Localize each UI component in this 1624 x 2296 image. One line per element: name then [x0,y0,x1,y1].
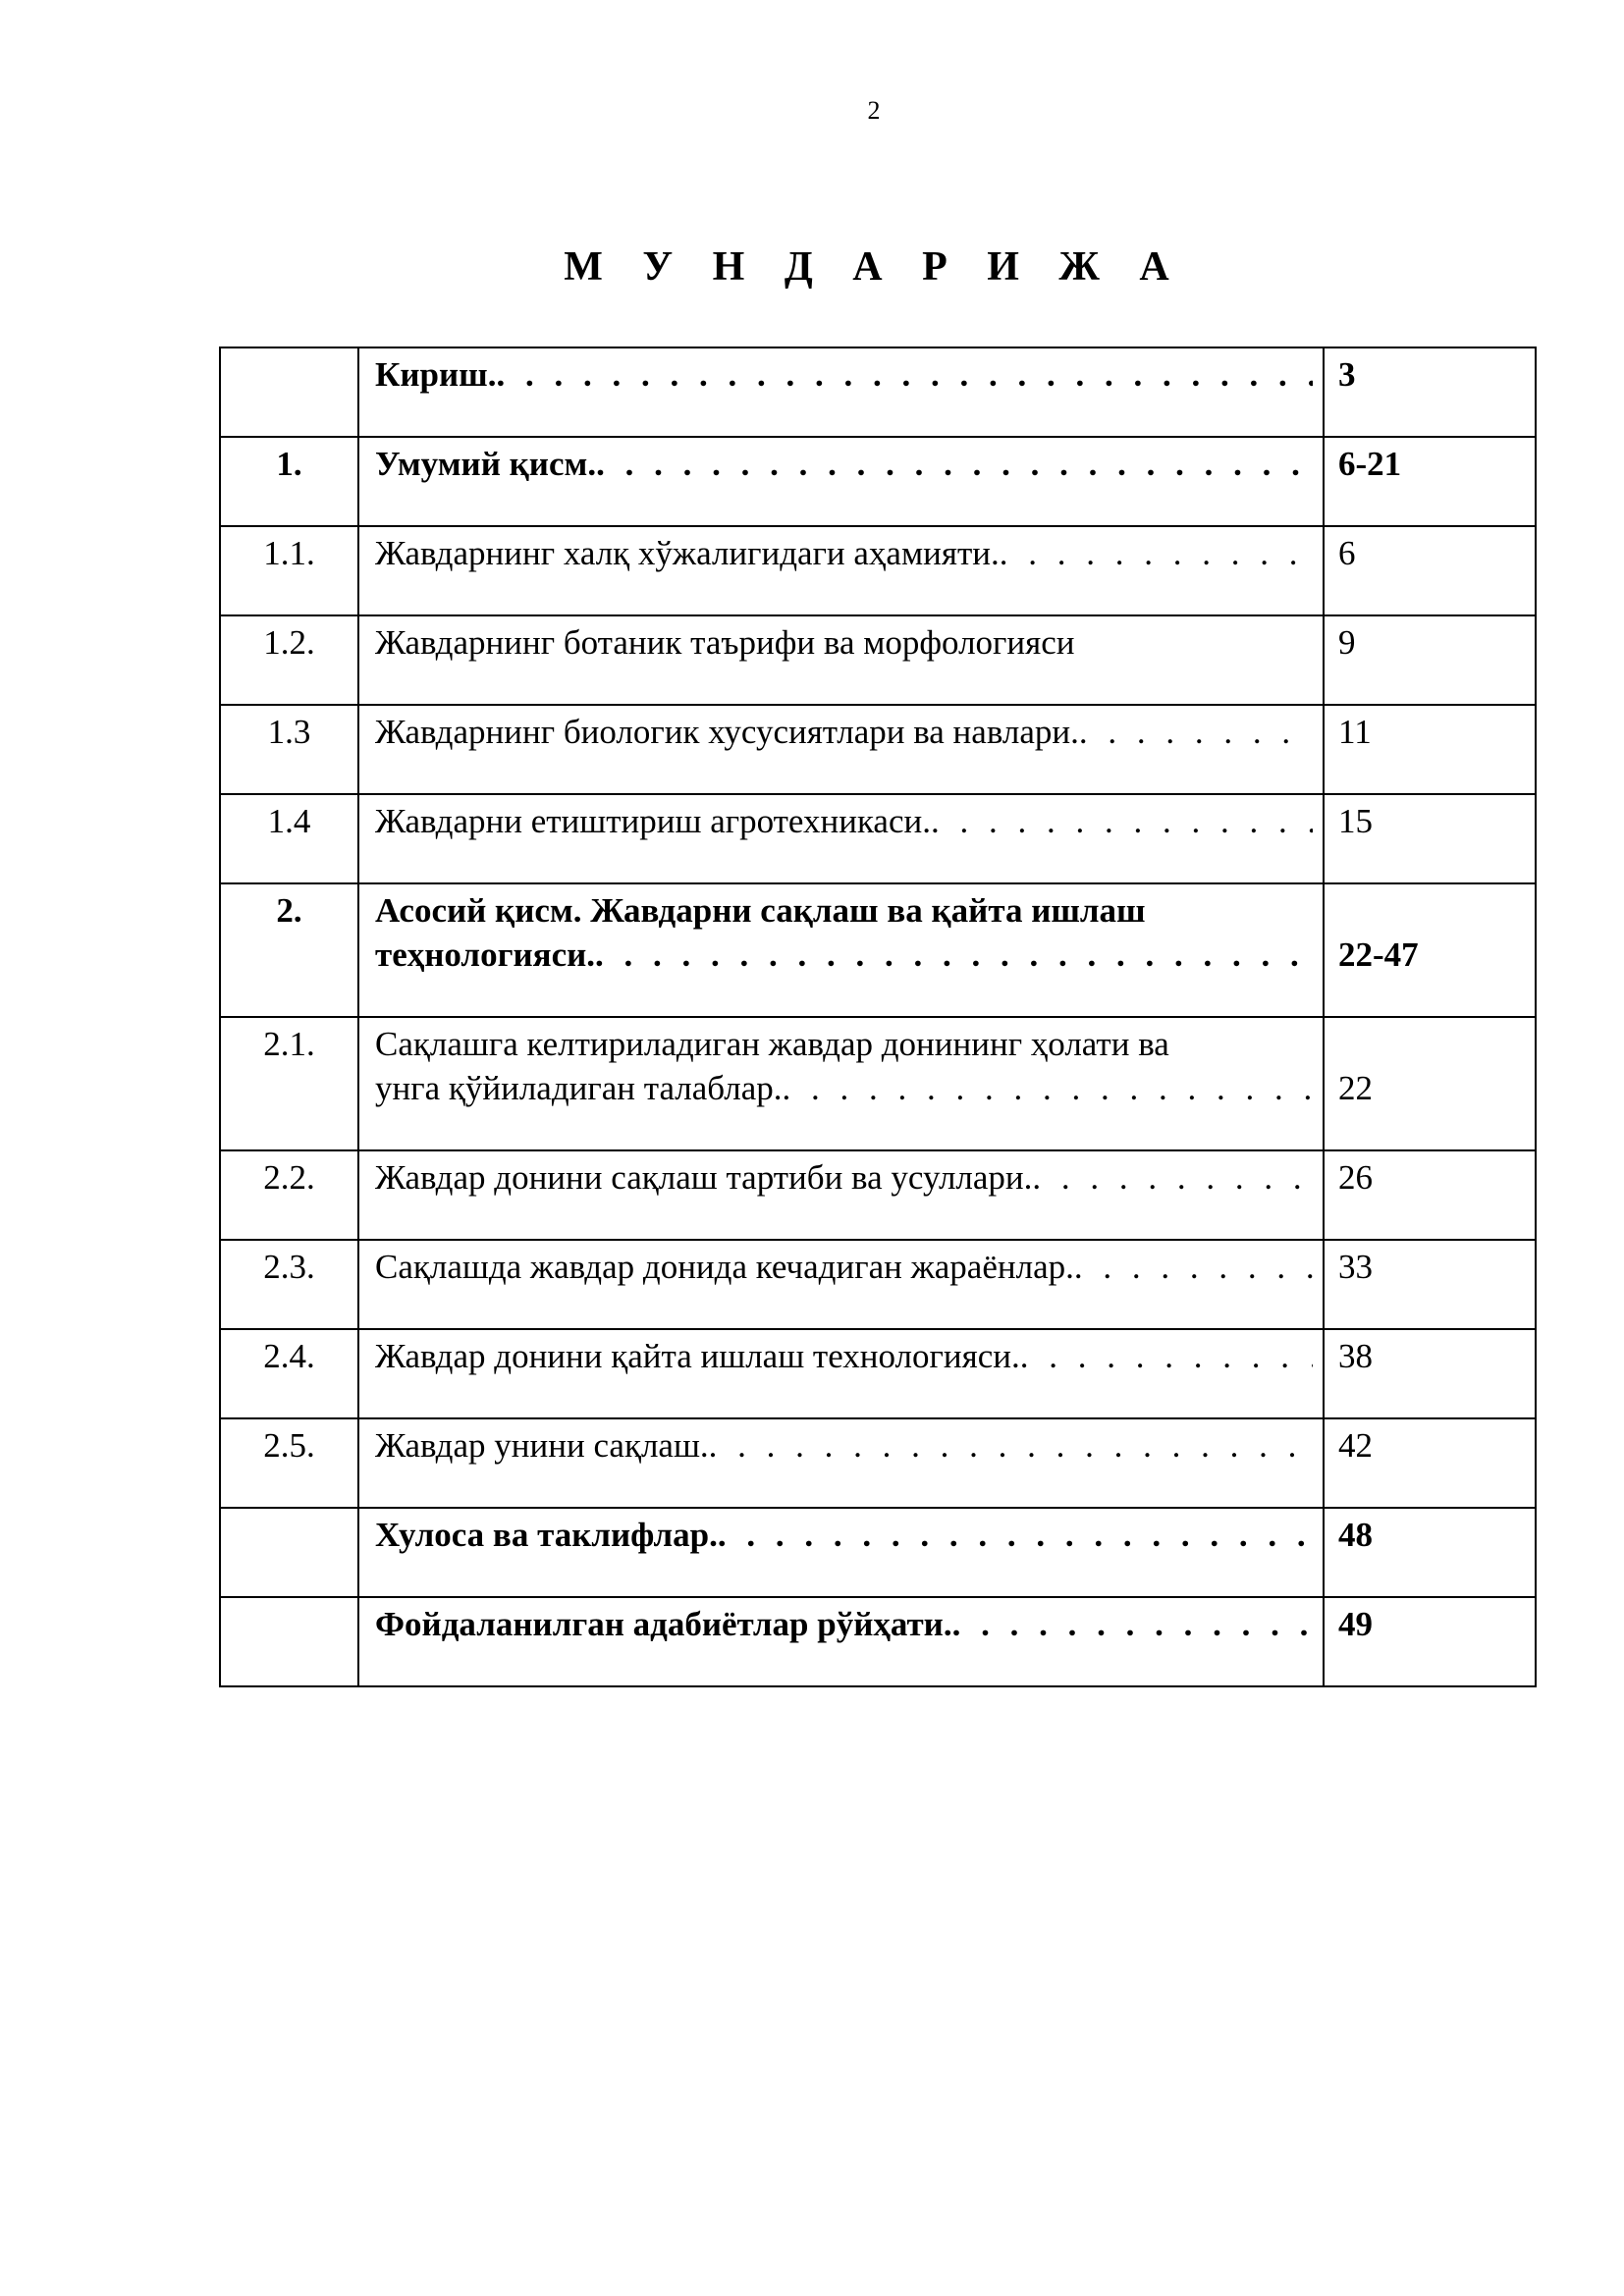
toc-row [220,883,1536,1017]
toc-title: Жавдар донини сақлаш тартиби ва усуллари. [375,1158,1033,1197]
toc-row [220,526,1536,615]
dot-leader [783,1066,1314,1110]
dot-leader [931,799,1313,843]
toc-page: 49 [1324,1597,1536,1686]
toc-number: 2. [220,883,358,1017]
toc-row [220,794,1536,883]
toc-row [220,615,1536,705]
dot-leader [1032,1155,1313,1200]
page-title: М У Н Д А Р И Ж А [564,244,1184,290]
toc-page: 11 [1324,705,1536,794]
toc-title: Умумий қисм. [375,445,597,483]
toc-page: 3 [1324,347,1536,437]
toc-page: 38 [1324,1329,1536,1418]
dot-leader [718,1513,1313,1557]
page-number: 2 [867,96,881,125]
toc-row [220,705,1536,794]
toc-row [220,437,1536,526]
toc-number: 1.3 [220,705,358,794]
toc-title-line: унга қўйиладиган талаблар. [375,1069,783,1107]
toc-title: Жавдарнинг халқ хўжалигидаги аҳамияти. [375,534,1000,572]
dot-leader [952,1602,1313,1646]
toc-row [220,1329,1536,1418]
toc-number: 1.1. [220,526,358,615]
toc-title: Кириш. [375,355,497,394]
dot-leader [496,352,1313,397]
dot-leader [1020,1334,1313,1378]
toc-row [220,1017,1536,1150]
toc-number: 2.2. [220,1150,358,1240]
toc-number: 2.1. [220,1017,358,1150]
toc-number: 2.5. [220,1418,358,1508]
toc-title: Жавдарни етиштириш агротехникаси. [375,802,931,840]
toc-page: 48 [1324,1508,1536,1597]
toc-number: 2.3. [220,1240,358,1329]
toc-row [220,1418,1536,1508]
toc-page: 22-47 [1324,883,1536,1017]
toc-page: 6 [1324,526,1536,615]
dot-leader [596,442,1313,486]
toc-row [220,1597,1536,1686]
table-of-contents [219,347,1537,1687]
dot-leader [595,933,1313,977]
toc-row [220,1240,1536,1329]
toc-page: 26 [1324,1150,1536,1240]
toc-number [220,1508,358,1597]
toc-title: Фойдаланилган адабиётлар рўйҳати. [375,1605,952,1643]
toc-title: Жавдар донини қайта ишлаш технологияси. [375,1337,1020,1375]
toc-title: Жавдарнинг биологик хусусиятлари ва навлари. [375,713,1079,751]
toc-page: 42 [1324,1418,1536,1508]
toc-number [220,1597,358,1686]
toc-title: Хулоса ва таклифлар. [375,1516,718,1554]
toc-row [220,1508,1536,1597]
toc-page: 33 [1324,1240,1536,1329]
toc-number: 1.4 [220,794,358,883]
toc-page: 9 [1324,615,1536,705]
dot-leader [709,1423,1313,1468]
toc-title-line: Сақлашга келтириладиган жавдар донининг ҳолати ва [375,1025,1169,1063]
toc-title: Сақлашда жавдар донида кечадиган жараёнлар. [375,1248,1074,1286]
toc-title-line: Асосий қисм. Жавдарни сақлаш ва қайта ишлаш [375,891,1146,930]
toc-row [220,1150,1536,1240]
toc-page: 15 [1324,794,1536,883]
toc-page: 6-21 [1324,437,1536,526]
dot-leader [1000,531,1313,575]
toc-number: 1.2. [220,615,358,705]
toc-page: 22 [1324,1017,1536,1150]
toc-number [220,347,358,437]
toc-title-line: теҳнологияси. [375,935,596,974]
toc-row [220,347,1536,437]
toc-number: 2.4. [220,1329,358,1418]
dot-leader [1074,1245,1313,1289]
toc-number: 1. [220,437,358,526]
toc-title: Жавдар унини сақлаш. [375,1426,709,1465]
dot-leader [1079,710,1313,754]
toc-title: Жавдарнинг ботаник таърифи ва морфологияси [358,615,1324,705]
